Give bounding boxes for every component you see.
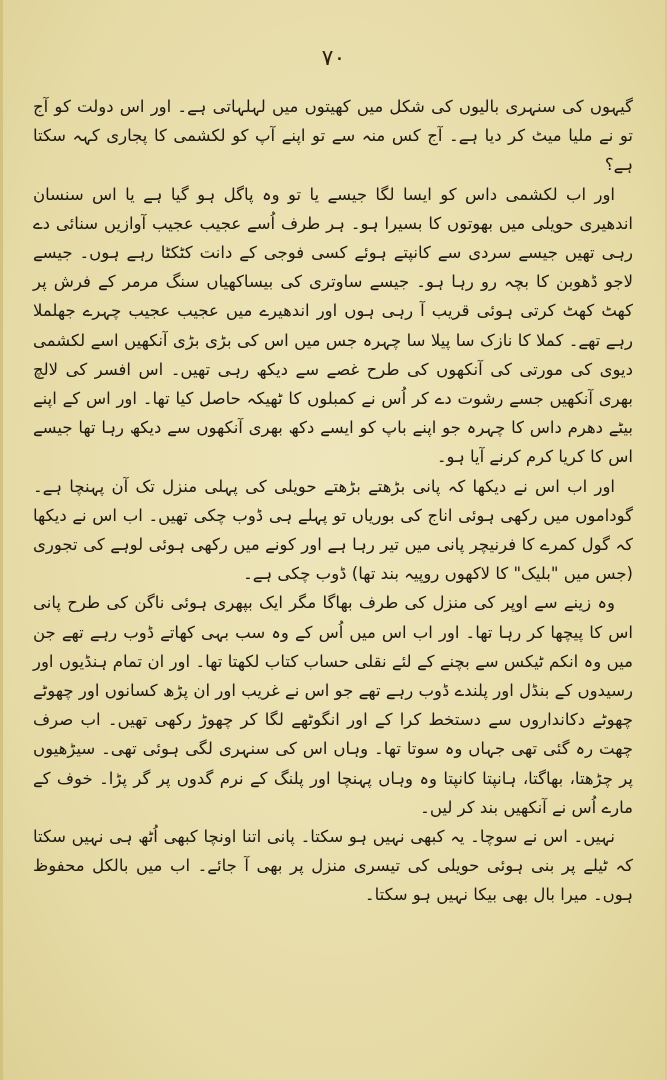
paragraph-4: وہ زینے سے اوپر کی منزل کی طرف بھاگا مگر ایک بپھری ہوئی ناگن کی طرح پانی اس کا پیچھا کر رہا تھا۔ اور اب اس میں اُس کے وہ سب بہی کھاتے ڈوب رہے تھے جن میں وہ انکم ٹیکس سے بچنے کے لئے نقلی حساب کتاب لکھتا تھا۔ اور ان تمام ہنڈیوں اور رسیدوں کے بنڈل اور پلندے ڈوب رہے تھے جو اس نے غریب اور ان پڑھ کسانوں اور چھوٹے چھوٹے دکانداروں سے دستخط کرا کے اور انگوٹھے لگا کر چھوڑ رکھی تھیں۔ اب صرف چھت رہ گئی تھی جہاں وہ سوتا تھا۔ وہاں اس کی سنہری لگی ہوئی تھی۔ سیڑھیوں پر چڑھتا، بھاگتا، ہانپتا کانپتا وہ وہاں پہنچا اور پلنگ کے نرم گدوں پر گر پڑا۔ خوف کے مارے اُس نے آنکھیں بند کر لیں۔ (33, 593, 633, 817)
page-number: ۷۰ (321, 46, 346, 71)
paragraph-1: گیہوں کی سنہری بالیوں کی شکل میں کھیتوں میں لہلہاتی ہے۔ اور اس دولت کو آج تو نے ملیا میٹ کر دیا ہے۔ آج کس منہ سے تو اپنے آپ کو لکشمی کا پجاری کہہ سکتا ہے؟ (33, 97, 633, 175)
paragraph-5: نہیں۔ اس نے سوچا۔ یہ کبھی نہیں ہو سکتا۔ پانی اتنا اونچا کبھی اُٹھ ہی نہیں سکتا کہ ٹیلے پر بنی ہوئی حویلی کی تیسری منزل پر بھی آ جائے۔ اب میں بالکل محفوظ ہوں۔ میرا بال بھی بیکا نہیں ہو سکتا۔ (33, 827, 633, 905)
body-text (33, 92, 633, 910)
paragraph-2: اور اب لکشمی داس کو ایسا لگا جیسے یا تو وہ پاگل ہو گیا ہے یا اس سنسان اندھیری حویلی میں بھوتوں کا بسیرا ہو۔ ہر طرف اُسے عجیب عجیب آوازیں سنائی دے رہی تھیں جیسے سردی سے کانپتے ہوئے کسی فوجی کے دانت کٹکٹا رہے ہوں۔ جیسے لاجو ڈھوبن کا بچہ رو رہا ہو۔ جیسے ساوتری کی بیساکھیاں سنگ مرمر کے فرش پر کھٹ کھٹ کرتی ہوئی قریب آ رہی ہوں اور اندھیرے میں عجیب عجیب چہرے جھلملا رہے تھے۔ کملا کا نازک سا پیلا سا چہرہ جس میں اس کی بڑی بڑی آنکھیں اسے لکشمی دیوی کی مورتی کی آنکھوں کی طرح غصے سے دیکھ رہی تھیں۔ اس افسر کی لالچ بھری آنکھیں جسے رشوت دے کر اُس نے کمبلوں کا ٹھیکہ حاصل کیا تھا۔ اور اس کے اپنے بیٹے دھرم داس کا چہرہ جو اپنے باپ کو ایسے دکھ بھری آنکھوں سے دیکھ رہا تھا جیسے اس کا کریا کرم کرنے آیا ہو۔ (33, 184, 633, 467)
paragraph-3: اور اب اس نے دیکھا کہ پانی بڑھتے بڑھتے حویلی کی پہلی منزل تک آن پہنچا ہے۔ گوداموں میں رکھی ہوئی اناج کی بوریاں تو پہلے ہی ڈوب چکی تھیں۔ اب اس نے دیکھا کہ گول کمرے کا فرنیچر پانی میں تیر رہا ہے اور کونے میں رکھی ہوئی لوہے کی تجوری (جس میں "بلیک" کا لاکھوں روپیہ بند تھا) ڈوب چکی ہے۔ (33, 476, 633, 584)
